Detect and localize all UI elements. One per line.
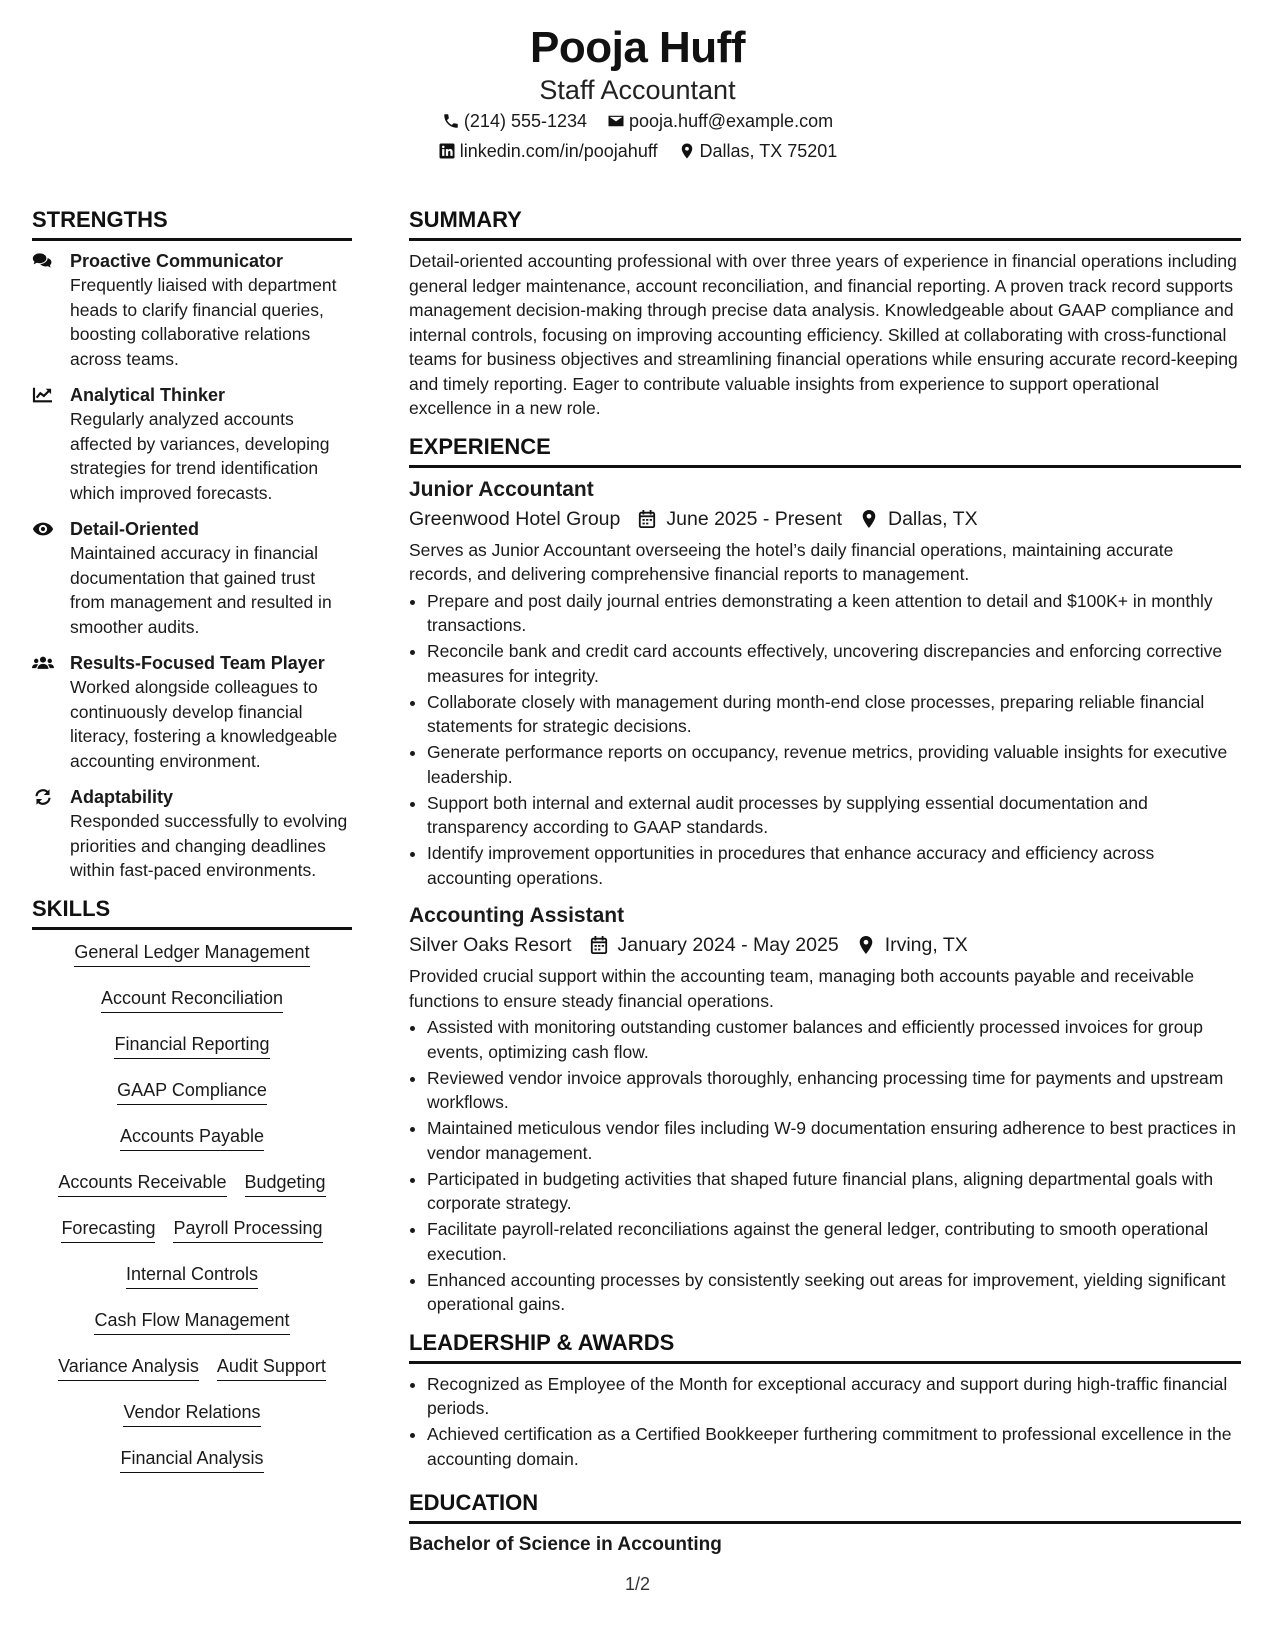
skill-tag: Account Reconciliation bbox=[101, 986, 283, 1013]
job-entry bbox=[409, 902, 1241, 1317]
envelope-icon bbox=[607, 112, 625, 130]
job-bullet: • Prepare and post daily journal entries demonstrating a keen attention to detail and $100K+ in monthly transactions. bbox=[427, 589, 1241, 638]
job-dates: June 2025 - Present bbox=[666, 507, 842, 530]
linkedin-text: linkedin.com/in/poojahuff bbox=[459, 141, 658, 161]
right-column bbox=[409, 206, 1241, 1558]
summary-heading: SUMMARY bbox=[409, 207, 522, 232]
job-location: Irving, TX bbox=[884, 934, 968, 956]
skill-tag: Variance Analysis bbox=[58, 1354, 199, 1381]
section-divider bbox=[409, 238, 1241, 241]
location-text: Dallas, TX 75201 bbox=[699, 141, 838, 161]
job-description: Provided crucial support within the accounting team, managing both accounts payable and receivable functions to ensure steady financial operations. bbox=[409, 966, 1195, 1011]
strength-title: Results-Focused Team Player bbox=[70, 653, 325, 673]
phone-icon bbox=[442, 112, 460, 130]
skill-tag: Financial Reporting bbox=[114, 1032, 269, 1059]
candidate-title: Staff Accountant bbox=[539, 75, 736, 105]
job-description: Serves as Junior Accountant overseeing the hotel’s daily financial operations, maintaining accurate records, and delivering comprehensive financial reports to management. bbox=[409, 539, 1174, 584]
job-meta bbox=[409, 930, 1241, 960]
skill-tag: Accounts Receivable bbox=[58, 1170, 226, 1197]
job-company: Greenwood Hotel Group bbox=[409, 507, 621, 530]
skill-tag: Budgeting bbox=[245, 1170, 326, 1197]
job-title: Junior Accountant bbox=[409, 477, 594, 501]
job-bullet: • Facilitate payroll-related reconciliations against the general ledger, contributing to smooth operational execution. bbox=[427, 1217, 1241, 1266]
section-divider bbox=[409, 465, 1241, 468]
skill-tag: Internal Controls bbox=[126, 1262, 258, 1289]
map-marker-icon bbox=[678, 142, 696, 160]
strength-title: Analytical Thinker bbox=[70, 385, 226, 405]
map-marker-icon bbox=[857, 935, 875, 955]
linkedin-icon bbox=[438, 142, 456, 160]
strength-item bbox=[32, 651, 352, 773]
phone-text: (214) 555-1234 bbox=[463, 111, 588, 131]
section-divider bbox=[409, 1521, 1241, 1524]
phone-contact[interactable] bbox=[442, 106, 587, 136]
strength-description: Maintained accuracy in financial documentation that gained trust from management and resulted in smoother audits. bbox=[70, 543, 332, 637]
education-section bbox=[409, 1489, 1241, 1558]
job-bullet: • Enhanced accounting processes by consistently seeking out areas for improvement, yielding significant operational gains. bbox=[427, 1268, 1241, 1317]
summary-section bbox=[409, 206, 1241, 421]
strength-item bbox=[32, 249, 352, 371]
section-divider bbox=[32, 238, 352, 241]
job-bullet: • Support both internal and external audit processes by supplying essential documentation and transparency according to GAAP standards. bbox=[427, 791, 1241, 840]
skills-section bbox=[32, 895, 352, 1492]
job-bullet: • Reconcile bank and credit card accounts effectively, uncovering discrepancies and enforcing corrective measures for integrity. bbox=[427, 639, 1241, 688]
candidate-name: Pooja Huff bbox=[530, 23, 745, 72]
left-column bbox=[32, 206, 352, 1492]
leadership-section bbox=[409, 1329, 1241, 1472]
job-location: Dallas, TX bbox=[888, 507, 978, 530]
strength-title: Detail-Oriented bbox=[70, 519, 200, 539]
skill-tag: General Ledger Management bbox=[74, 940, 309, 967]
strength-item bbox=[32, 517, 352, 639]
leadership-heading: LEADERSHIP & AWARDS bbox=[409, 1329, 675, 1355]
skill-tag: Vendor Relations bbox=[123, 1400, 260, 1427]
job-title: Accounting Assistant bbox=[409, 904, 625, 927]
job-bullet: • Identify improvement opportunities in procedures that enhance accuracy and efficiency across accounting operations. bbox=[427, 841, 1241, 890]
strength-description: Responded successfully to evolving priorities and changing deadlines within fast-paced environments. bbox=[70, 811, 348, 880]
section-divider bbox=[409, 1361, 1241, 1364]
strengths-section bbox=[32, 206, 352, 883]
strength-description: Regularly analyzed accounts affected by variances, developing strategies for trend identification which improved forecasts. bbox=[70, 409, 330, 503]
email-contact[interactable] bbox=[607, 106, 833, 136]
job-bullet: • Collaborate closely with management during month-end close processes, preparing reliable financial statements for strategic decisions. bbox=[427, 690, 1241, 739]
strength-item bbox=[32, 383, 352, 505]
strength-title: Adaptability bbox=[70, 787, 174, 807]
leadership-bullet: • Achieved certification as a Certified Bookkeeper furthering commitment to professional excellence in the accounting domain. bbox=[427, 1422, 1241, 1471]
skills-heading: SKILLS bbox=[32, 895, 111, 921]
strength-description: Worked alongside colleagues to continuously develop financial literacy, fostering a knowledgeable accounting environment. bbox=[70, 677, 338, 771]
summary-text: Detail-oriented accounting professional with over three years of experience in financial operations including general ledger maintenance, account reconciliation, and financial reporting. A proven track record supports management decision-making through precise data analysis. Knowledgeable about GAAP compliance and internal controls, focusing on improving accounting efficiency. Skilled at collaborating with cross-functional teams for business objectives and streamlining financial operations while ensuring accurate record-keeping and timely reporting. Eager to contribute valuable insights from experience to support operational excellence in a new role. bbox=[409, 251, 1238, 418]
leadership-bullets bbox=[409, 1372, 1241, 1472]
linkedin-contact[interactable] bbox=[438, 136, 658, 166]
comments-icon bbox=[32, 249, 56, 371]
chart-line-icon bbox=[32, 383, 56, 505]
skill-tag: Payroll Processing bbox=[173, 1216, 322, 1243]
experience-section bbox=[409, 433, 1241, 1317]
calendar-icon bbox=[590, 935, 608, 955]
skill-tag: Financial Analysis bbox=[120, 1446, 263, 1473]
job-bullets bbox=[409, 1015, 1241, 1317]
contact-row-2 bbox=[0, 136, 1275, 166]
job-dates: January 2024 - May 2025 bbox=[617, 934, 839, 956]
location-contact bbox=[678, 136, 838, 166]
strengths-heading: STRENGTHS bbox=[32, 207, 168, 232]
job-bullet: • Assisted with monitoring outstanding customer balances and efficiently processed invoices for group events, optimizing cash flow. bbox=[427, 1015, 1241, 1064]
skills-list bbox=[32, 938, 352, 1492]
email-text: pooja.huff@example.com bbox=[629, 111, 834, 131]
job-bullet: • Generate performance reports on occupancy, revenue metrics, providing valuable insights for executive leadership. bbox=[427, 740, 1241, 789]
page-number: 1/2 bbox=[624, 1574, 651, 1594]
job-bullet: • Reviewed vendor invoice approvals thoroughly, enhancing processing time for payments and upstream workflows. bbox=[427, 1066, 1241, 1115]
job-bullet: • Participated in budgeting activities that shaped future financial plans, aligning departmental goals with corporate strategy. bbox=[427, 1167, 1241, 1216]
experience-heading: EXPERIENCE bbox=[409, 433, 551, 459]
education-heading: EDUCATION bbox=[409, 1490, 539, 1515]
resume-header bbox=[0, 22, 1275, 166]
job-bullet: • Maintained meticulous vendor files including W-9 documentation ensuring adherence to best practices in vendor management. bbox=[427, 1116, 1241, 1165]
sync-icon bbox=[32, 785, 56, 883]
users-icon bbox=[32, 651, 56, 773]
strength-description: Frequently liaised with department heads to clarify financial queries, boosting collaborative relations across teams. bbox=[70, 275, 337, 369]
eye-icon bbox=[32, 517, 56, 639]
job-company: Silver Oaks Resort bbox=[409, 934, 572, 956]
skill-tag: Accounts Payable bbox=[120, 1124, 264, 1151]
skill-tag: Cash Flow Management bbox=[94, 1308, 289, 1335]
degree-title: Bachelor of Science in Accounting bbox=[409, 1534, 722, 1555]
map-marker-icon bbox=[860, 509, 878, 529]
strength-title: Proactive Communicator bbox=[70, 251, 284, 271]
job-entry bbox=[409, 476, 1241, 891]
skill-tag: Audit Support bbox=[217, 1354, 326, 1381]
contact-row-1 bbox=[0, 106, 1275, 136]
skill-tag: Forecasting bbox=[61, 1216, 155, 1243]
job-bullets bbox=[409, 589, 1241, 891]
job-meta bbox=[409, 504, 1241, 534]
skill-tag: GAAP Compliance bbox=[117, 1078, 267, 1105]
strength-item bbox=[32, 785, 352, 883]
section-divider bbox=[32, 927, 352, 930]
calendar-icon bbox=[638, 509, 656, 529]
leadership-bullet: • Recognized as Employee of the Month for exceptional accuracy and support during high-traffic financial periods. bbox=[427, 1372, 1241, 1421]
